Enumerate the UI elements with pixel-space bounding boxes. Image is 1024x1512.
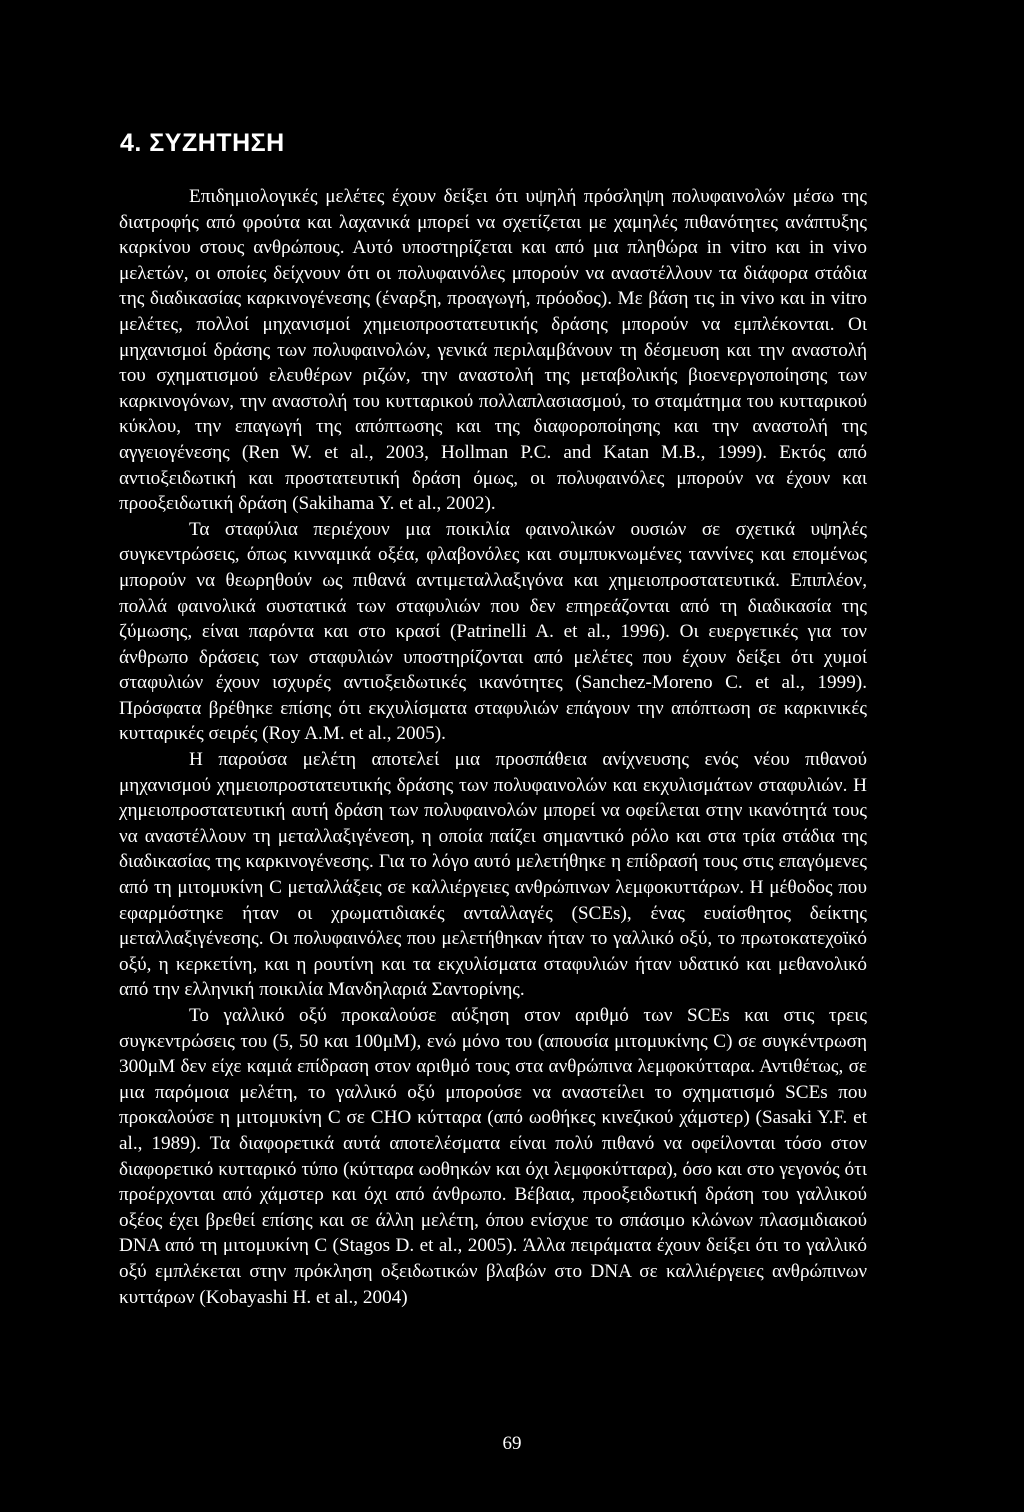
section-heading: 4. ΣΥΖΗΤΗΣΗ xyxy=(120,129,285,157)
paragraph-2: Τα σταφύλια περιέχουν μια ποικιλία φαινολικών ουσιών σε σχετικά υψηλές συγκεντρώσεις, όπως κινναμικά οξέα, φλαβονόλες και συμπυκνωμένες ταννίνες και επομένως μπορούν να θεωρηθούν ως πιθανά αντιμεταλλαξιγόνα και χημειοπροστατευτικά. Επιπλέον, πολλά φαινολικά συστατικά των σταφυλιών που δεν επηρεάζονται από τη διαδικασία της ζύμωσης, είναι παρόντα και στο κρασί (Patrinelli A. et al., 1996). Οι ευεργετικές για τον άνθρωπο δράσεις των σταφυλιών υποστηρίζονται από μελέτες που έχουν δείξει ότι χυμοί σταφυλιών έχουν ισχυρές αντιοξειδωτικές ικανότητες (Sanchez-Moreno C. et al., 1999). Πρόσφατα βρέθηκε επίσης ότι εκχυλίσματα σταφυλιών επάγουν την απόπτωση σε καρκινικές κυτταρικές σειρές (Roy A.M. et al., 2005). xyxy=(119,518,867,745)
paragraph-1: Επιδημιολογικές μελέτες έχουν δείξει ότι υψηλή πρόσληψη πολυφαινολών μέσω της διατροφής από φρούτα και λαχανικά μπορεί να σχετίζεται με χαμηλές πιθανότητες ανάπτυξης καρκίνου στους ανθρώπους. Αυτό υποστηρίζεται και από μια πληθώρα in vitro και in vivo μελετών, οι οποίες δείχνουν ότι οι πολυφαινόλες μπορούν να αναστέλλουν τα διάφορα στάδια της διαδικασίας καρκινογένεσης (έναρξη, προαγωγή, πρόοδος). Με βάση τις in vivo και in vitro μελέτες, πολλοί μηχανισμοί χημειοπροστατευτικής δράσης μπορούν να εμπλέκονται. Οι μηχανισμοί δράσης των πολυφαινολών, γενικά περιλαμβάνουν τη δέσμευση και την αναστολή του σχηματισμού ελευθέρων ριζών, την αναστολή της μεταβολικής βιοενεργοποίησης των καρκινογόνων, την αναστολή του κυτταρικού πολλαπλασιασμού, το σταμάτημα του κυτταρικού κύκλου, την επαγωγή της απόπτωσης και της διαφοροποίησης και την αναστολή της αγγειογένεσης (Ren W. et al., 2003, Hollman P.C. and Katan M.B., 1999). Εκτός από αντιοξειδωτική και προστατευτική δράση όμως, οι πολυφαινόλες μπορούν να έχουν και προοξειδωτική δράση (Sakihama Y. et al., 2002). xyxy=(119,186,867,515)
page-number: 69 xyxy=(502,1433,522,1454)
paragraph-4: Το γαλλικό οξύ προκαλούσε αύξηση στον αριθμό των SCEs και στις τρεις συγκεντρώσεις του (5, 50 και 100μΜ), ενώ μόνο του (απουσία μιτομυκίνης C) σε συγκέντρωση 300μΜ δεν είχε καμιά επίδραση στον αριθμό τους στα ανθρώπινα λεμφοκύτταρα. Αντιθέτως, σε μια παρόμοια μελέτη, το γαλλικό οξύ μπορούσε να αναστείλει το σχηματισμό SCEs που προκαλούσε η μιτομυκίνη C σε CHO κύτταρα (από ωοθήκες κινεζικού χάμστερ) (Sasaki Y.F. et al., 1989). Τα διαφορετικά αυτά αποτελέσματα είναι πολύ πιθανό να οφείλονται τόσο στον διαφορετικό κυτταρικό τύπο (κύτταρα ωοθηκών και όχι λεμφοκύτταρα), όσο και στο γεγονός ότι προέρχονται από χάμστερ και όχι από άνθρωπο. Βέβαια, προοξειδωτική δράση του γαλλικού οξέος έχει βρεθεί επίσης και σε άλλη μελέτη, όπου ενίσχυε το σπάσιμο κλώνων πλασμιδιακού DNA από τη μιτομυκίνη C (Stagos D. et al., 2005). Άλλα πειράματα έχουν δείξει ότι το γαλλικό οξύ εμπλέκεται στην πρόκληση οξειδωτικών βλαβών στο DNA σε καλλιέργειες ανθρώπινων κυττάρων (Kobayashi H. et al., 2004) xyxy=(119,1005,867,1308)
paragraph-3: Η παρούσα μελέτη αποτελεί μια προσπάθεια ανίχνευσης ενός νέου πιθανού μηχανισμού χημειοπροστατευτικής δράσης των πολυφαινολών και εκχυλισμάτων σταφυλιών. Η χημειοπροστατευτική αυτή δράση των πολυφαινολών μπορεί να οφείλεται στην ικανότητά τους να αναστέλλουν τη μεταλλαξιγένεση, η οποία παίζει σημαντικό ρόλο και στα τρία στάδια της διαδικασίας της καρκινογένεσης. Για το λόγο αυτό μελετήθηκε η επίδρασή τους στις επαγόμενες από τη μιτομυκίνη C μεταλλάξεις σε καλλιέργειες ανθρώπινων λεμφοκυττάρων. Η μέθοδος που εφαρμόστηκε ήταν οι χρωματιδιακές ανταλλαγές (SCEs), ένας ευαίσθητος δείκτης μεταλλαξιγένεσης. Οι πολυφαινόλες που μελετήθηκαν ήταν το γαλλικό οξύ, το πρωτοκατεχοϊκό οξύ, η κερκετίνη, και η ρουτίνη και τα εκχυλίσματα σταφυλιών ήταν υδατικό και μεθανολικό από την ελληνική ποικιλία Μανδηλαριά Σαντορίνης. xyxy=(119,749,867,1001)
body-text xyxy=(119,184,867,1310)
